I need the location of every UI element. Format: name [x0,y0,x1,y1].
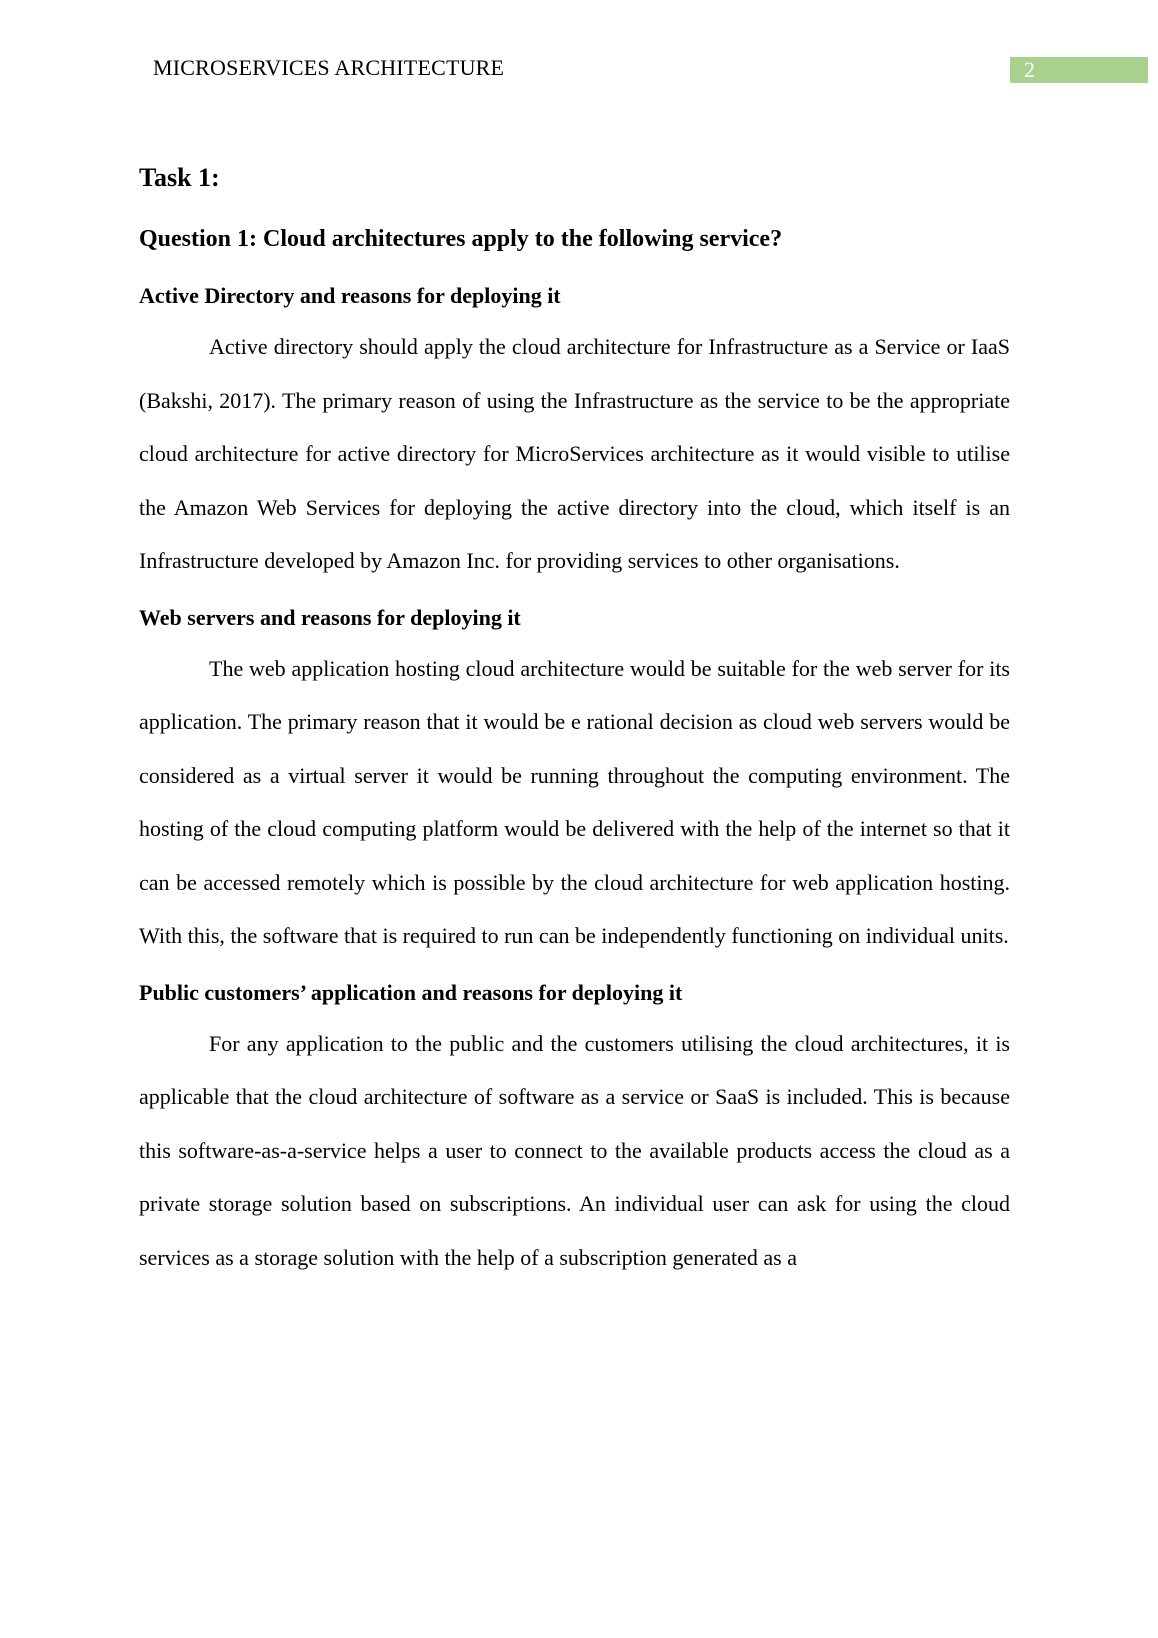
document-body [139,160,1010,1284]
running-header: MICROSERVICES ARCHITECTURE [153,55,505,80]
section-heading-public-customers: Public customers’ application and reasons for deploying it [139,979,683,1005]
paragraph-web-servers: The web application hosting cloud architecture would be suitable for the web server for its application. The primary reason that it would be e rational decision as cloud web servers would be considered as a virtual server it would be running throughout the computing environment. The hosting of the cloud computing platform would be delivered with the help of the internet so that it can be accessed remotely which is possible by the cloud architecture for web application hosting. With this, the software that is required to run can be independently functioning on individual units. [139,655,1010,948]
page-number-box [1010,57,1148,83]
section-heading-active-directory: Active Directory and reasons for deploying it [139,283,561,308]
section-heading-web-servers: Web servers and reasons for deploying it [139,604,521,630]
task-title: Task 1: [139,163,220,192]
paragraph-active-directory: Active directory should apply the cloud architecture for Infrastructure as a Service or IaaS (Bakshi, 2017). The primary reason of using the Infrastructure as the service to be the appropriate cloud architecture for active directory for MicroServices architecture as it would visible to utilise the Amazon Web Services for deploying the active directory into the cloud, which itself is an Infrastructure developed by Amazon Inc. for providing services to other organisations. [139,334,1010,573]
page-number: 2 [1024,57,1035,82]
question-title: Question 1: Cloud architectures apply to the following service? [139,226,783,252]
paragraph-public-customers: For any application to the public and the customers utilising the cloud architectures, it is applicable that the cloud architecture of software as a service or SaaS is included. This is because this software-as-a-service helps a user to connect to the available products access the cloud as a private storage solution based on subscriptions. An individual user can ask for using the cloud services as a storage solution with the help of a subscription generated as a [139,1030,1010,1270]
